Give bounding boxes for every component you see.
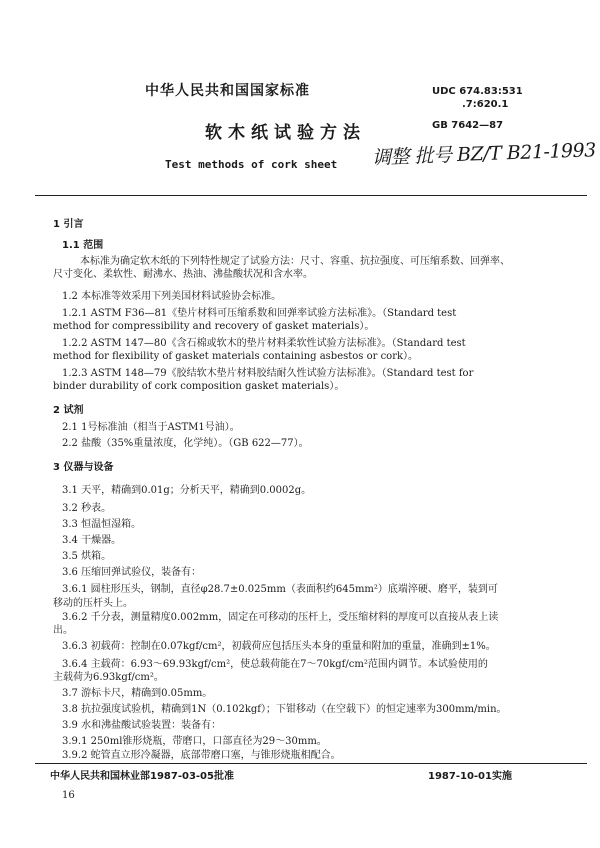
body-line: 3.6.3 初载荷：控制在0.07kgf/cm²，初载荷应包括压头本身的重量和附加的重量，准确到±1%。 — [62, 641, 496, 652]
body-line: 3.9.1 250ml锥形烧瓶，带磨口，口部直径为29～30mm。 — [62, 736, 327, 747]
body-line: 3.4 干燥器。 — [62, 535, 122, 546]
body-line: 3 仪器与设备 — [53, 462, 114, 473]
udc-code: UDC 674.83:531 — [432, 86, 523, 97]
body-line: 1.2.1 ASTM F36—81《垫片材料可压缩系数和回弹率试验方法标准》。（Standard test — [62, 308, 457, 319]
body-line: 3.7 游标卡尺，精确到0.05mm。 — [62, 688, 213, 699]
body-line: 尺寸变化、柔软性、耐沸水、热油、沸盐酸状况和含水率。 — [53, 269, 313, 280]
gb-number: GB 7642—87 — [432, 120, 504, 131]
body-line: 3.6.4 主载荷：6.93～69.93kgf/cm²，使总载荷能在7～70kgf/cm²范围内调节。本试验使用的 — [62, 659, 488, 670]
body-line: 3.1 天平，精确到0.01g；分析天平，精确到0.0002g。 — [62, 485, 312, 496]
body-line: 出。 — [53, 625, 73, 636]
body-line: 2.1 1号标准油（相当于ASTM1号油）。 — [62, 422, 240, 433]
footer-divider — [35, 763, 587, 764]
body-line: 1 引言 — [53, 219, 84, 230]
body-line: 3.2 秒表。 — [62, 503, 112, 514]
handwritten-annotation: 调整 批号 BZ/T B21-1993 — [371, 139, 597, 169]
body-line: 1.2.3 ASTM 148—79《胶结软木垫片材料胶结耐久性试验方法标准》。（Standard test for — [62, 368, 474, 379]
page-number: 16 — [62, 790, 75, 801]
standard-category-title: 中华人民共和国国家标准 — [145, 83, 310, 99]
body-line: 3.3 恒温恒湿箱。 — [62, 519, 142, 530]
body-line: 3.6.1 圆柱形压头，钢制，直径φ28.7±0.025mm（表面积约645mm²）底端淬硬、磨平，装到可 — [62, 584, 498, 595]
body-line: 2 试剂 — [53, 405, 84, 416]
udc-code-cont: .7:620.1 — [462, 99, 509, 110]
body-line: method for flexibility of gasket materials containing asbestos or cork）。 — [53, 351, 419, 362]
header-divider — [35, 195, 587, 196]
body-line: 3.9.2 蛇管直立形冷凝器，底部带磨口塞，与锥形烧瓶相配合。 — [62, 750, 341, 761]
document-title-en: Test methods of cork sheet — [165, 158, 338, 171]
body-line: 1.2.2 ASTM 147—80《含石棉或软木的垫片材料柔软性试验方法标准》。（Standard test — [62, 338, 466, 349]
document-title-cn: 软木纸试验方法 — [205, 123, 366, 143]
body-line: 1.2 本标准等效采用下列美国材料试验协会标准。 — [62, 291, 282, 302]
effective-date: 1987-10-01实施 — [428, 771, 512, 782]
body-line: 移动的压杆头上。 — [53, 598, 133, 609]
body-line: 3.6.2 千分表，测量精度0.002mm，固定在可移动的压杆上，受压缩材料的厚度可以直接从表上读 — [62, 612, 499, 623]
body-line: 1.1 范围 — [62, 240, 104, 251]
body-line: 3.9 水和沸盐酸试验装置：装备有： — [62, 720, 222, 731]
body-line: binder durability of cork composition gasket materials）。 — [53, 381, 345, 392]
body-line: 本标准为确定软木纸的下列特性规定了试验方法：尺寸、容重、抗拉强度、可压缩系数、回弹率、 — [80, 256, 510, 267]
approval-note: 中华人民共和国林业部1987-03-05批准 — [50, 771, 234, 782]
body-line: 3.8 抗拉强度试验机，精确到1N（0.102kgf）；下钳移动（在空载下）的恒定速率为300mm/min。 — [62, 704, 507, 715]
body-line: 2.2 盐酸（35%重量浓度，化学纯）。（GB 622—77）。 — [62, 438, 309, 449]
body-line: 主载荷为6.93kgf/cm²。 — [53, 672, 164, 683]
body-line: method for compressibility and recovery of gasket materials）。 — [53, 321, 375, 332]
body-line: 3.6 压缩回弹试验仪，装备有： — [62, 567, 202, 578]
body-line: 3.5 烘箱。 — [62, 551, 112, 562]
